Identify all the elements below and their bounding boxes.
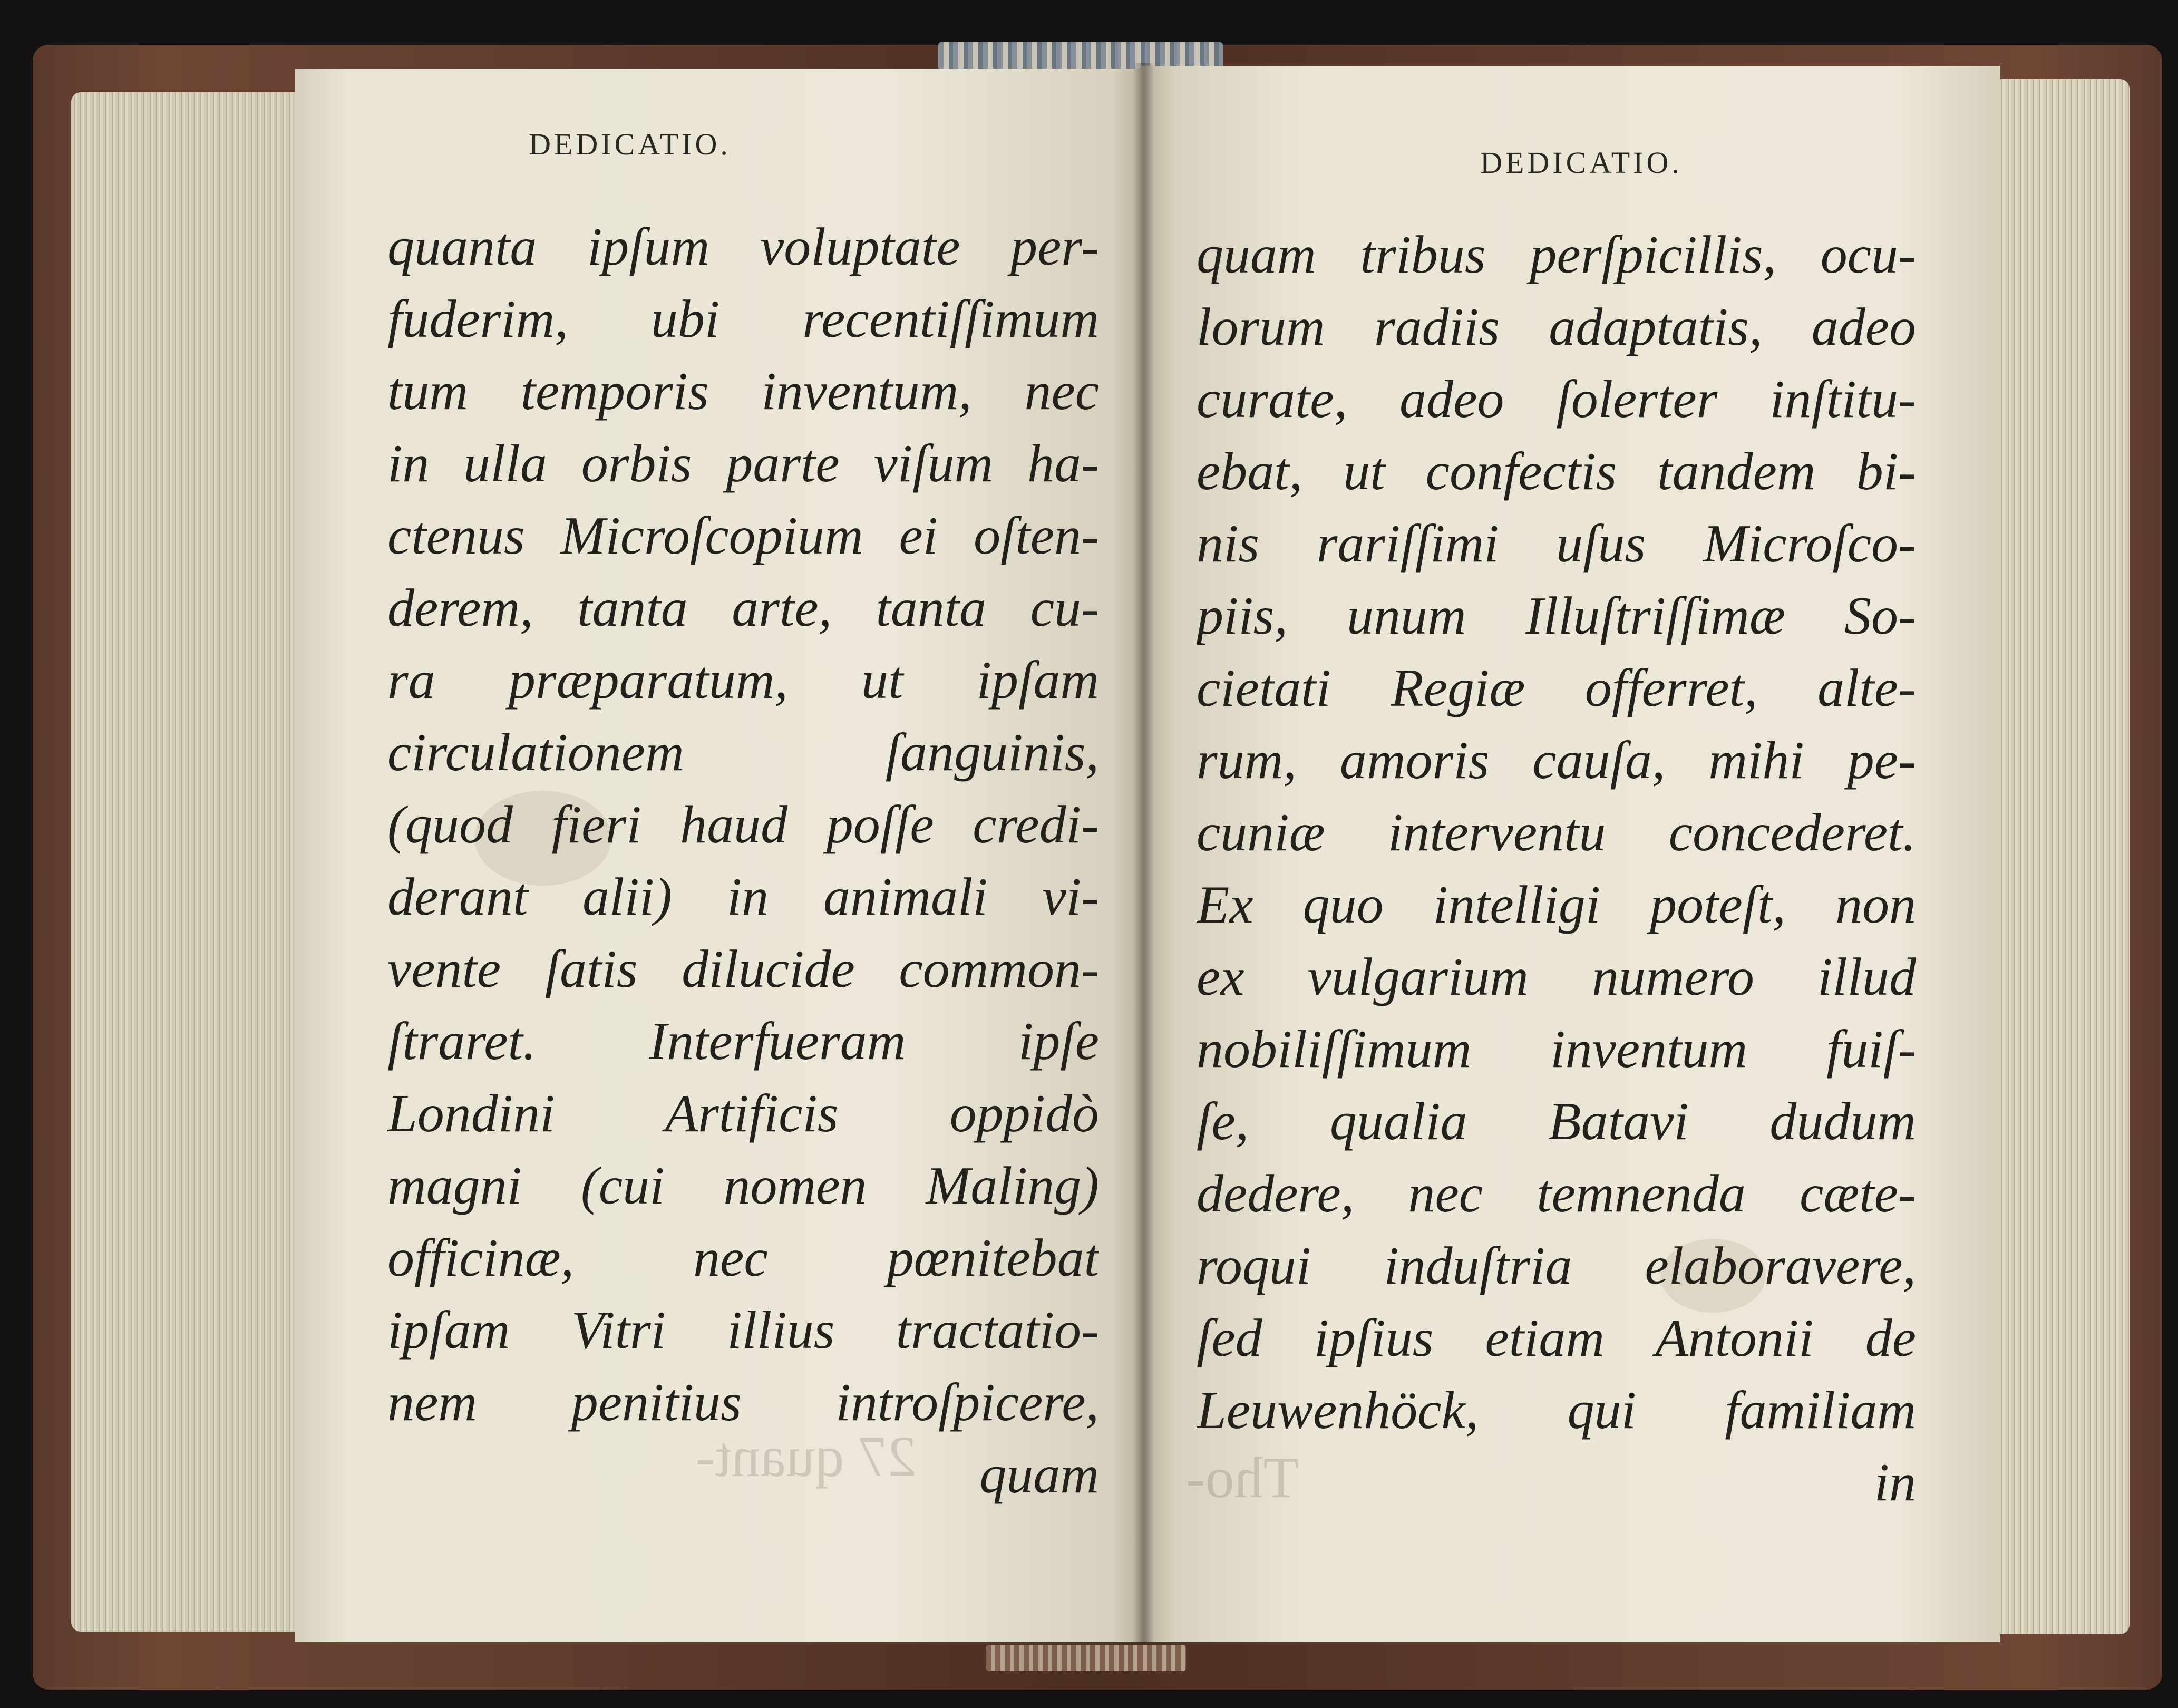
right-page-edges <box>1992 79 2130 1634</box>
text-line: in ulla orbis parte viſum ha- <box>387 434 1099 493</box>
text-line: ſe, qualia Batavi dudum <box>1197 1092 1916 1151</box>
tailband <box>986 1645 1186 1671</box>
text-line: ſtraret. Interfueram ipſe <box>387 1012 1099 1071</box>
show-through-mark: Tho- <box>1186 1445 1299 1510</box>
text-line: ctenus Microſcopium ei oſten- <box>387 506 1099 566</box>
running-head-left: DEDICATIO. <box>529 127 731 161</box>
text-line: Leuwenhöck, qui familiam <box>1197 1381 1916 1440</box>
text-line: Ex quo intelligi poteſt, non <box>1197 875 1916 935</box>
text-line: derem, tanta arte, tanta cu- <box>387 578 1099 638</box>
text-line: lorum radiis adaptatis, adeo <box>1197 297 1916 357</box>
text-line: ebat, ut confectis tandem bi- <box>1197 442 1916 501</box>
text-line: tum temporis inventum, nec <box>387 362 1099 421</box>
text-line: ra præparatum, ut ipſam <box>387 651 1099 710</box>
left-page-edges <box>71 92 303 1632</box>
text-line: roqui induſtria elaboravere, <box>1197 1236 1916 1296</box>
text-line: curate, adeo ſolerter inſtitu- <box>1197 370 1916 429</box>
text-line: ex vulgarium numero illud <box>1197 947 1916 1007</box>
text-line: ſed ipſius etiam Antonii de <box>1197 1308 1916 1368</box>
text-line: (quod fieri haud poſſe credi- <box>387 795 1099 855</box>
text-line: officinæ, nec pœnitebat <box>387 1228 1099 1288</box>
text-line: fuderim, ubi recentiſſimum <box>387 289 1099 349</box>
text-line: dedere, nec temnenda cæte- <box>1197 1164 1916 1224</box>
text-line: derant alii) in animali vi- <box>387 867 1099 927</box>
text-line: in <box>1874 1453 1916 1512</box>
text-line: nis rariſſimi uſus Microſco- <box>1197 514 1916 574</box>
text-line: cietati Regiæ offerret, alte- <box>1197 658 1916 718</box>
text-line: quam tribus perſpicillis, ocu- <box>1197 225 1916 285</box>
text-line: vente ſatis dilucide common- <box>387 939 1099 999</box>
text-line: nobiliſſimum inventum fuiſ- <box>1197 1020 1916 1079</box>
text-line: piis, unum Illuſtriſſimæ So- <box>1197 586 1916 646</box>
text-line: quanta ipſum voluptate per- <box>387 217 1099 277</box>
left-page-text <box>387 211 1099 1511</box>
text-line: cuniæ interventu concederet. <box>1197 803 1916 862</box>
text-line: ipſam Vitri illius tractatio- <box>387 1301 1099 1360</box>
show-through-mark: 27 quant- <box>696 1424 917 1489</box>
text-line: Londini Artificis oppidò <box>387 1084 1099 1143</box>
right-page-text <box>1197 219 1916 1519</box>
text-line: nem penitius introſpicere, <box>387 1373 1099 1432</box>
gutter <box>1133 63 1154 1645</box>
text-line: magni (cui nomen Maling) <box>387 1156 1099 1216</box>
text-line: quam <box>979 1445 1099 1505</box>
running-head-right: DEDICATIO. <box>1480 145 1683 180</box>
text-line: circulationem ſanguinis, <box>387 723 1099 782</box>
text-line: rum, amoris cauſa, mihi pe- <box>1197 731 1916 790</box>
